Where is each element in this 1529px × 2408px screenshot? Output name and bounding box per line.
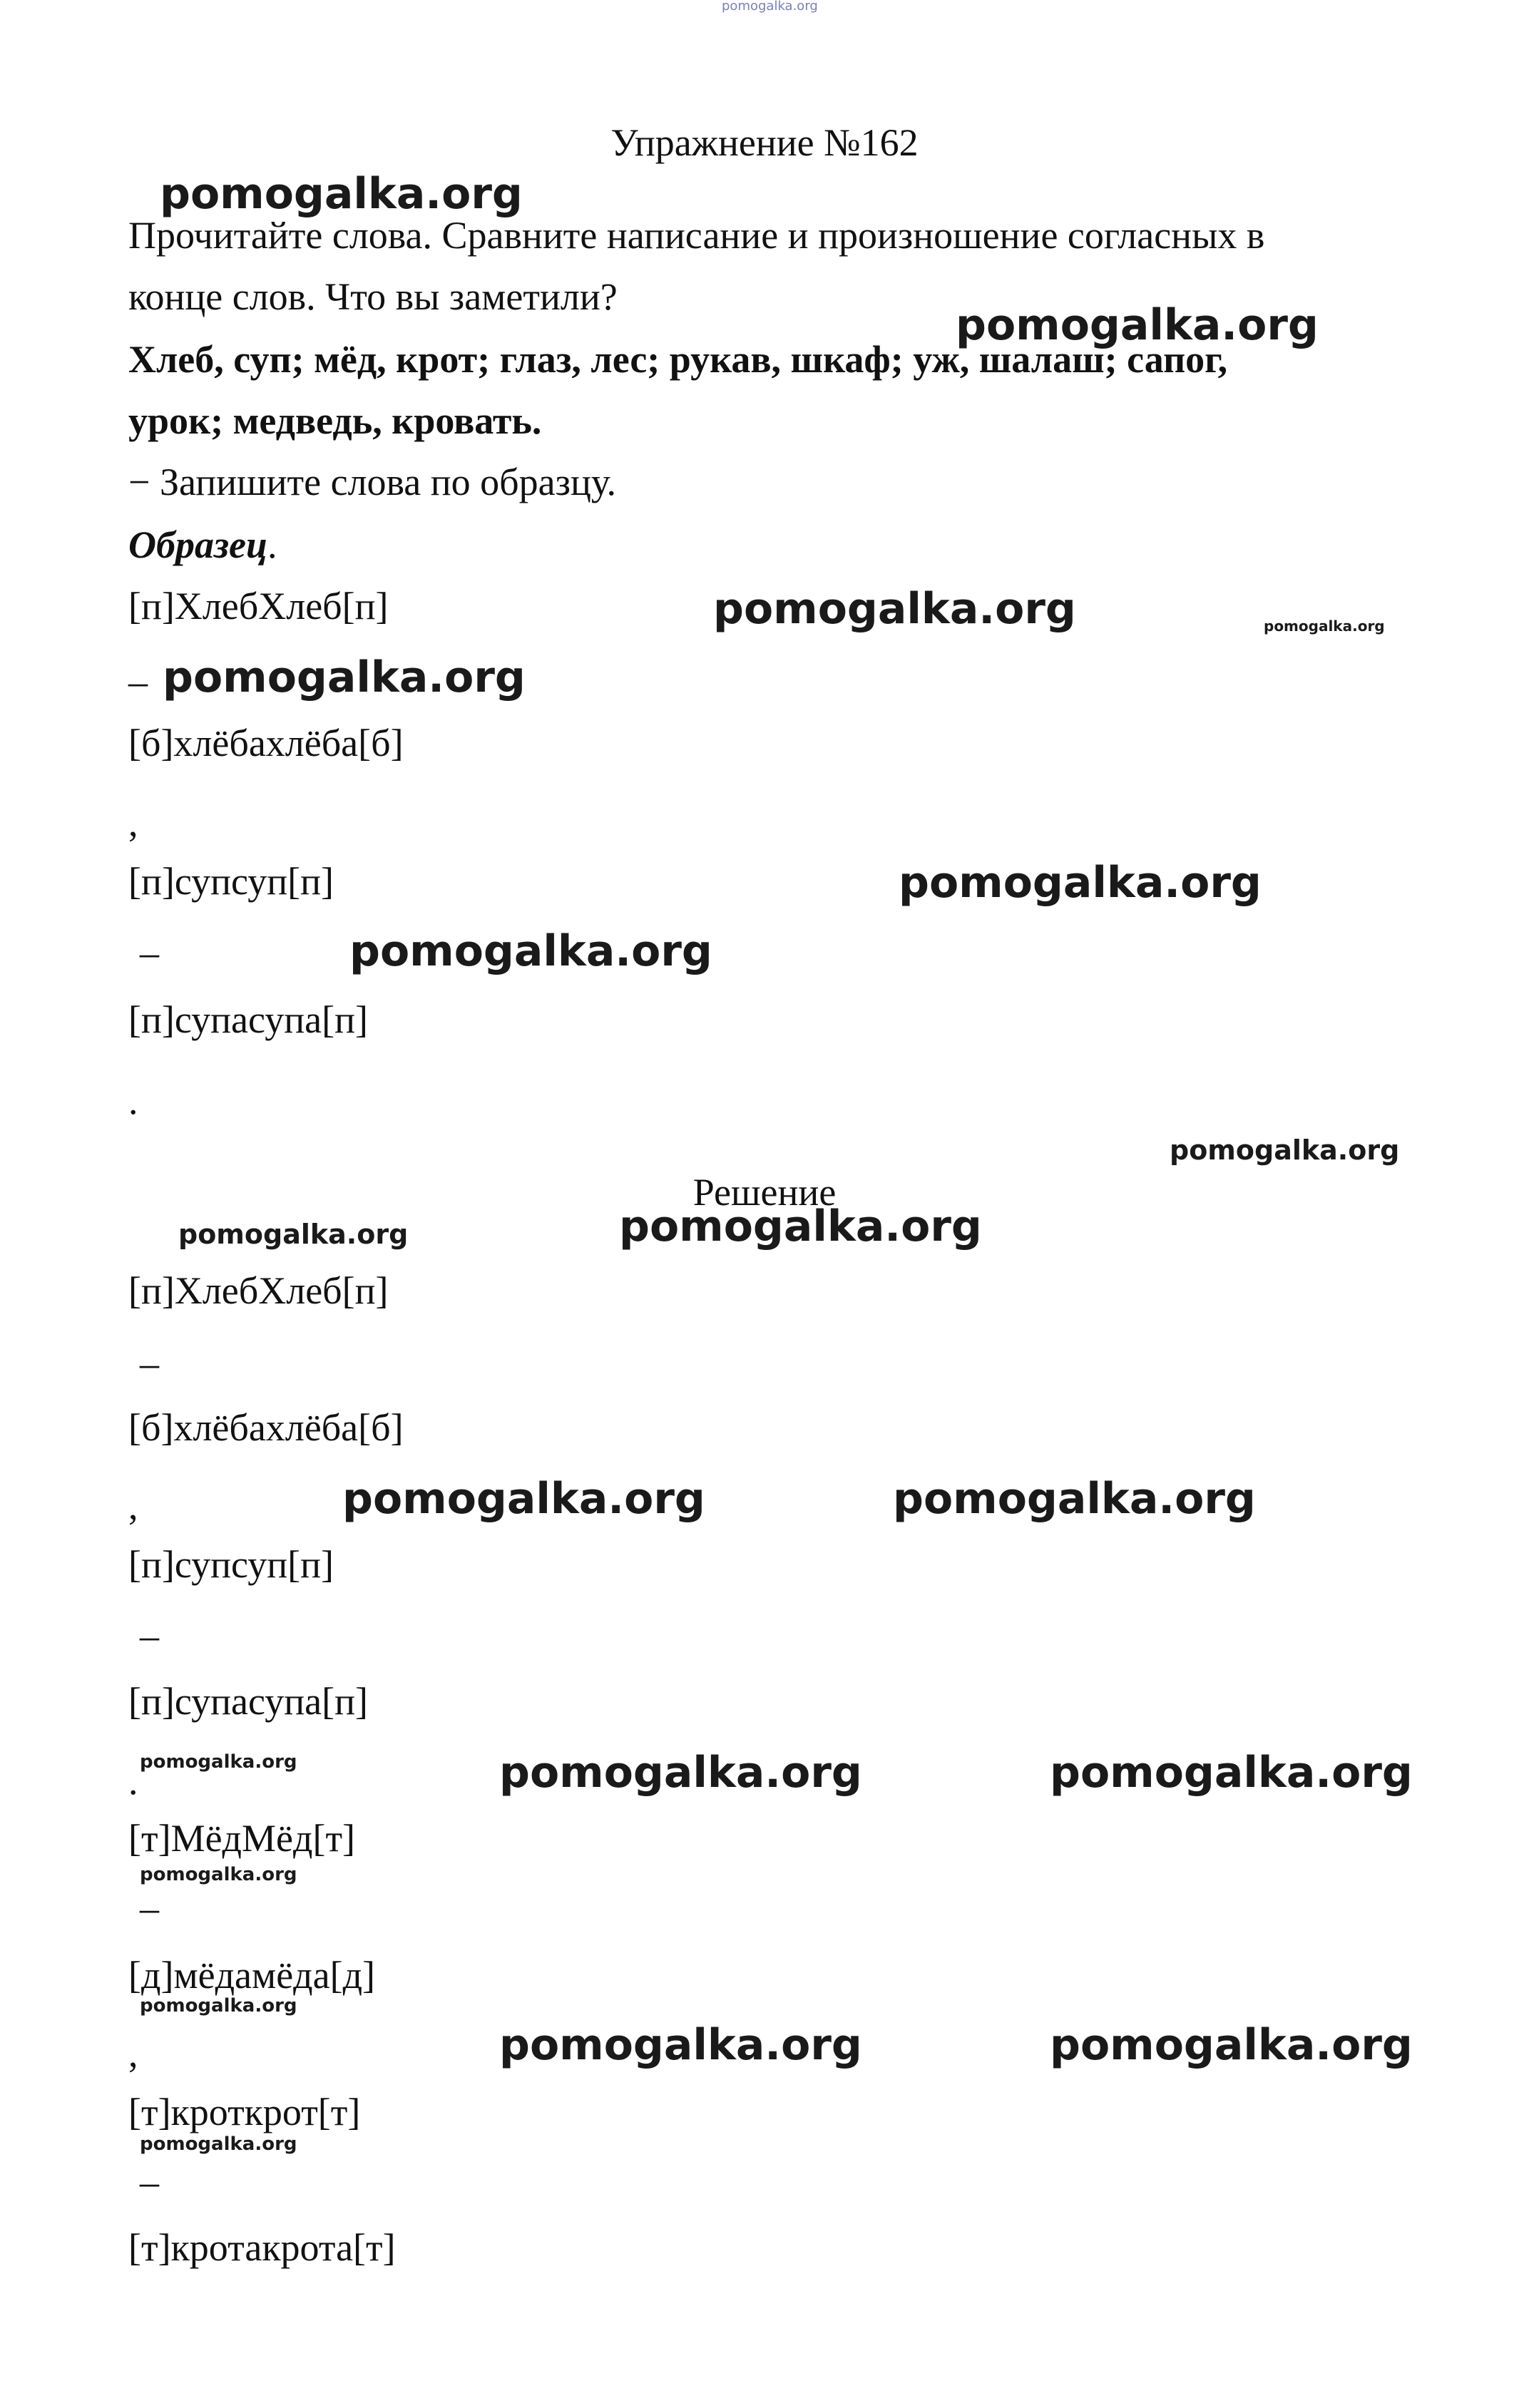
watermark: pomogalka.org xyxy=(140,1751,297,1773)
instruction: − Запишите слова по образцу. xyxy=(128,461,616,503)
solution-line: – xyxy=(140,2161,159,2203)
solution-line: – xyxy=(140,1614,159,1657)
solution-line: – xyxy=(140,1342,159,1385)
solution-line: , xyxy=(128,2032,138,2075)
sample-line: , xyxy=(128,801,138,844)
sample-line: – xyxy=(140,931,159,974)
words-line-2: урок; медведь, кровать. xyxy=(128,399,542,442)
solution-line: [т]кроткрот[т] xyxy=(128,2091,361,2133)
watermark: pomogalka.org xyxy=(140,1995,297,2017)
watermark: pomogalka.org xyxy=(893,1474,1256,1524)
sample-line: [п]ХлебХлеб[п] xyxy=(128,585,389,627)
solution-line: [п]супсуп[п] xyxy=(128,1543,334,1586)
sample-label: Образец xyxy=(128,523,268,566)
solution-line: [б]хлёбахлёба[б] xyxy=(128,1406,404,1449)
watermark: pomogalka.org xyxy=(1050,2020,1413,2070)
watermark: pomogalka.org xyxy=(1050,1748,1413,1798)
watermark: pomogalka.org xyxy=(956,300,1319,350)
sample-line: – xyxy=(128,660,148,703)
solution-line: . xyxy=(128,1760,138,1803)
solution-line: [т]МёдМёд[т] xyxy=(128,1817,356,1860)
solution-title: Решение xyxy=(692,1171,837,1214)
watermark: pomogalka.org xyxy=(160,169,523,219)
solution-line: [п]ХлебХлеб[п] xyxy=(128,1269,389,1312)
task-text-line-2: конце слов. Что вы заметили? xyxy=(128,275,618,318)
sample-line: [п]супасупа[п] xyxy=(128,998,368,1041)
watermark: pomogalka.org xyxy=(1264,618,1385,635)
watermark: pomogalka.org xyxy=(1170,1134,1400,1166)
watermark: pomogalka.org xyxy=(349,926,712,976)
watermark: pomogalka.org xyxy=(899,858,1262,908)
sample-dot: . xyxy=(267,523,277,566)
watermark: pomogalka.org xyxy=(163,652,526,702)
watermark: pomogalka.org xyxy=(178,1219,409,1250)
sample-line: . xyxy=(128,1080,138,1122)
task-text-line-1: Прочитайте слова. Сравните написание и произношение согласных в xyxy=(128,214,1265,257)
watermark: pomogalka.org xyxy=(713,584,1076,634)
solution-line: – xyxy=(140,1887,159,1930)
watermark: pomogalka.org xyxy=(140,1864,297,1885)
watermark: pomogalka.org xyxy=(499,2020,862,2070)
solution-line: [п]супасупа[п] xyxy=(128,1680,368,1723)
solution-line: , xyxy=(128,1485,138,1527)
watermark: pomogalka.org xyxy=(722,0,818,14)
watermark: pomogalka.org xyxy=(140,2133,297,2155)
solution-line: [т]кротакрота[т] xyxy=(128,2226,396,2269)
watermark: pomogalka.org xyxy=(499,1748,862,1798)
watermark: pomogalka.org xyxy=(342,1474,705,1524)
sample-line: [п]супсуп[п] xyxy=(128,860,334,903)
watermark: pomogalka.org xyxy=(619,1202,982,1251)
sample-heading xyxy=(128,522,277,568)
sample-line: [б]хлёбахлёба[б] xyxy=(128,722,404,764)
solution-line: [д]мёдамёда[д] xyxy=(128,1954,376,1997)
exercise-title: Упражнение №162 xyxy=(610,121,919,164)
words-line-1: Хлеб, суп; мёд, крот; глаз, лес; рукав, шкаф; уж, шалаш; сапог, xyxy=(128,338,1228,381)
